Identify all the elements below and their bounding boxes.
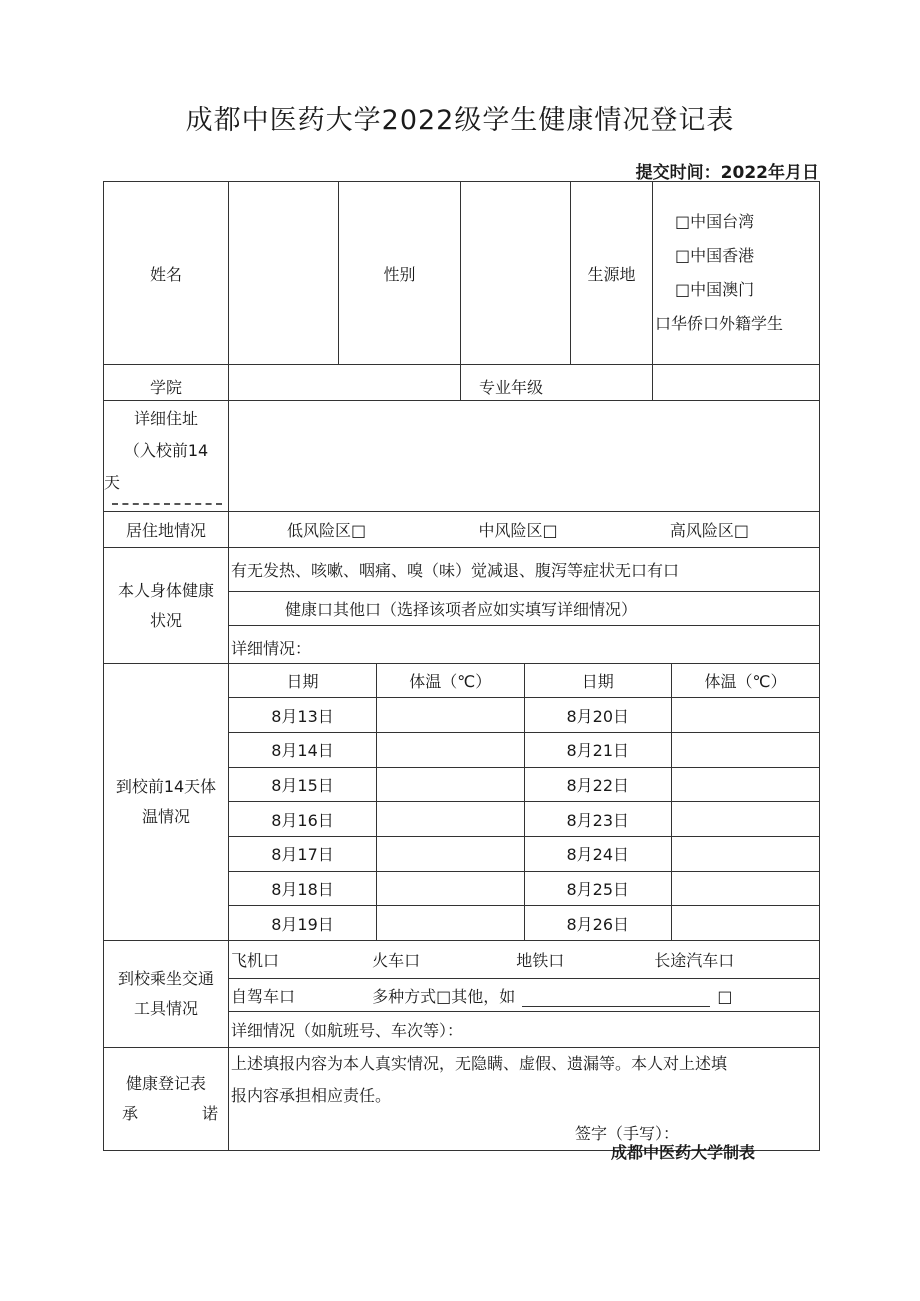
temp-value-field[interactable] — [377, 837, 525, 872]
temp-date: 8月26日 — [524, 906, 672, 940]
name-field[interactable] — [229, 182, 339, 365]
temp-value-field[interactable] — [672, 767, 820, 802]
temp-date: 8月24日 — [524, 837, 672, 872]
transport-bus-option[interactable]: 长途汽车口 — [654, 951, 735, 970]
risk-high-option[interactable]: 高风险区□ — [669, 521, 749, 540]
temperature-grid — [229, 664, 819, 940]
transport-other-checkbox[interactable]: □ — [717, 986, 733, 1006]
label-address-line1: 详细住址 — [133, 409, 198, 428]
temp-date: 8月20日 — [524, 698, 672, 733]
label-temperature — [104, 664, 229, 941]
label-promise — [104, 1048, 229, 1151]
temp-date: 8月13日 — [229, 698, 377, 733]
submit-time: 提交时间：2022年月日 — [635, 163, 819, 183]
temp-date: 8月23日 — [524, 802, 672, 837]
temp-header-date-left: 日期 — [229, 664, 377, 698]
residence-risk-row — [229, 512, 820, 548]
label-temperature-line2: 温情况 — [141, 807, 190, 826]
label-gender: 性别 — [339, 182, 461, 365]
signature-field[interactable]: 签字（手写）： — [574, 1124, 679, 1143]
origin-option-overseas[interactable]: 口华侨口外籍学生 — [655, 314, 784, 333]
temp-date: 8月18日 — [229, 871, 377, 906]
promise-cell — [229, 1048, 820, 1151]
transport-row-1 — [229, 941, 820, 979]
transport-subway-option[interactable]: 地铁口 — [516, 951, 565, 970]
temp-date: 8月22日 — [524, 767, 672, 802]
footer-issuer: 成都中医药大学制表 — [611, 1143, 756, 1162]
temperature-grid-cell — [229, 664, 820, 941]
health-detail[interactable]: 详细情况： — [229, 626, 820, 664]
risk-low-option[interactable]: 低风险区□ — [287, 521, 367, 540]
health-status[interactable]: 健康口其他口（选择该项者应如实填写详细情况） — [229, 592, 820, 626]
label-temperature-line1: 到校前14天体 — [115, 777, 217, 796]
transport-multi-option[interactable]: 多种方式□其他，如 — [372, 986, 516, 1006]
origin-option-taiwan[interactable]: □中国台湾 — [675, 212, 755, 231]
college-field[interactable] — [229, 365, 461, 401]
label-address — [104, 401, 229, 512]
label-transport-line1: 到校乘坐交通 — [117, 969, 214, 988]
transport-row-2 — [229, 979, 820, 1012]
label-transport-line2: 工具情况 — [133, 999, 198, 1018]
label-name: 姓名 — [104, 182, 229, 365]
transport-self-drive-option[interactable]: 自驾车口 — [231, 986, 296, 1006]
label-address-line3: 天 — [104, 473, 121, 492]
origin-option-hongkong[interactable]: □中国香港 — [675, 246, 755, 265]
temp-value-field[interactable] — [377, 871, 525, 906]
label-address-line2: （入校前14 — [123, 441, 209, 460]
temp-value-field[interactable] — [672, 802, 820, 837]
major-grade-field[interactable] — [653, 365, 820, 401]
temp-value-field[interactable] — [672, 733, 820, 768]
label-major-grade: 专业年级 — [461, 365, 653, 401]
label-health-line2: 状况 — [149, 610, 182, 630]
temp-date: 8月16日 — [229, 802, 377, 837]
temp-value-field[interactable] — [377, 767, 525, 802]
temp-value-field[interactable] — [672, 837, 820, 872]
transport-other-input[interactable] — [522, 988, 710, 1007]
temp-date: 8月19日 — [229, 906, 377, 940]
temp-value-field[interactable] — [672, 906, 820, 940]
origin-option-macau[interactable]: □中国澳门 — [675, 280, 755, 299]
label-transport — [104, 941, 229, 1048]
form-title: 成都中医药大学2022级学生健康情况登记表 — [185, 105, 735, 136]
temp-header-date-right: 日期 — [524, 664, 672, 698]
label-promise-char1: 承 — [122, 1104, 139, 1123]
promise-text-line2: 报内容承担相应责任。 — [231, 1086, 392, 1105]
health-symptoms[interactable]: 有无发热、咳嗽、咽痛、嗅（味）觉减退、腹泻等症状无口有口 — [229, 548, 820, 592]
temp-value-field[interactable] — [377, 906, 525, 940]
health-registration-table — [103, 181, 820, 1151]
temp-value-field[interactable] — [672, 698, 820, 733]
address-field[interactable] — [229, 401, 820, 512]
temp-header-temp-left: 体温（℃） — [377, 664, 525, 698]
label-health-line1: 本人身体健康 — [117, 580, 214, 600]
temp-value-field[interactable] — [377, 802, 525, 837]
promise-text-line1: 上述填报内容为本人真实情况，无隐瞒、虚假、遗漏等。本人对上述填 — [231, 1054, 728, 1073]
label-residence: 居住地情况 — [104, 512, 229, 548]
temp-date: 8月15日 — [229, 767, 377, 802]
temp-date: 8月25日 — [524, 871, 672, 906]
label-promise-char2: 诺 — [201, 1104, 218, 1123]
transport-detail[interactable]: 详细情况（如航班号、车次等）： — [229, 1012, 820, 1048]
label-promise-line1: 健康登记表 — [125, 1074, 206, 1093]
temp-date: 8月14日 — [229, 733, 377, 768]
transport-plane-option[interactable]: 飞机口 — [231, 951, 280, 970]
clipped-text-fragment — [112, 503, 222, 511]
label-health — [104, 548, 229, 664]
temp-date: 8月17日 — [229, 837, 377, 872]
temp-value-field[interactable] — [672, 871, 820, 906]
temp-value-field[interactable] — [377, 733, 525, 768]
temp-value-field[interactable] — [377, 698, 525, 733]
risk-mid-option[interactable]: 中风险区□ — [478, 521, 558, 540]
temp-header-temp-right: 体温（℃） — [672, 664, 820, 698]
label-origin: 生源地 — [571, 182, 653, 365]
origin-options — [653, 182, 820, 365]
gender-field[interactable] — [461, 182, 571, 365]
temp-date: 8月21日 — [524, 733, 672, 768]
transport-train-option[interactable]: 火车口 — [372, 951, 421, 970]
label-college: 学院 — [104, 365, 229, 401]
